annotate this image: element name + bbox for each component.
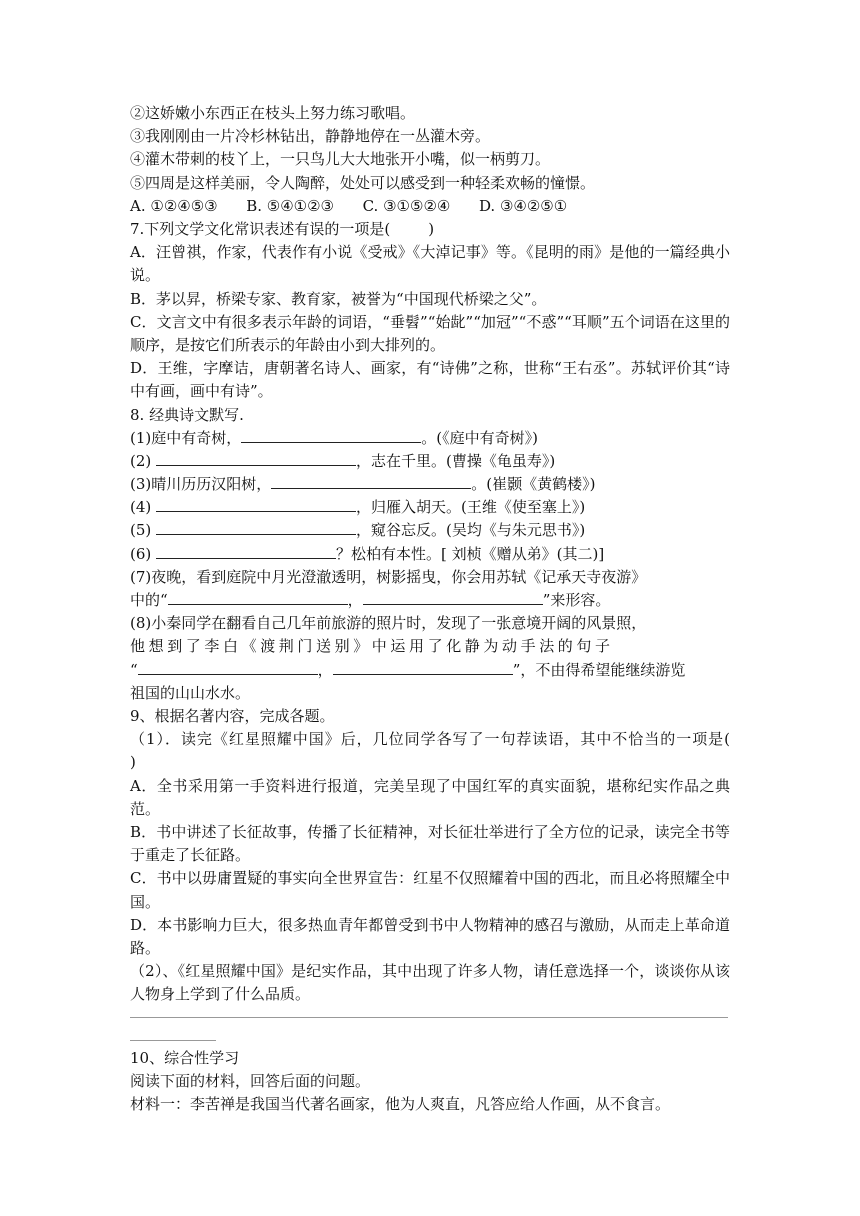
- sentence-2: ②这娇嫩小东西正在枝头上努力练习歌唱。: [130, 104, 416, 122]
- line-prefix: (5): [130, 521, 157, 540]
- line-prefix: (6): [130, 544, 157, 563]
- sentence-4: ④灌木带刺的枝丫上，一只鸟儿大大地张开小嘴，似一柄剪刀。: [130, 150, 551, 169]
- sub-question-1: （1）．读完《红星照耀中国》后，几位同学各写了一句荐读语，其中不恰当的一项是( ): [130, 730, 769, 772]
- option-a: A．全书采用第一手资料进行报道，完美呈现了中国红军的真实面貌，堪称纪实作品之典范。: [130, 776, 730, 818]
- question-10: [130, 1047, 730, 1117]
- option-d: D．王维，字摩诘，唐朝著名诗人、画家，有“诗佛”之称，世称“王右丞”。苏轼评价其“诗中有画，画中有诗”。: [130, 359, 730, 401]
- option-d: D．本书影响力巨大，很多热血青年都曾受到书中人物精神的感召与激励，从而走上革命道路。: [130, 915, 730, 957]
- answer-blank[interactable]: [156, 519, 356, 535]
- sentence-3: ③我刚刚由一片冷杉林钻出，静静地停在一丛灌木旁。: [130, 127, 491, 146]
- recite-line-8d: 祖国的山山水水。: [130, 683, 251, 702]
- answer-blank[interactable]: [241, 427, 421, 443]
- question-6-continued: [130, 102, 730, 218]
- recite-line-8b: 他想到了李白《渡荆门送别》中运用了化静为动手法的句子: [130, 637, 614, 656]
- option-b: B．书中讲述了长征故事，传播了长征精神，对长征壮举进行了全方位的记录，读完全书等于重走了长征路。: [130, 822, 730, 865]
- recite-line-8c: [130, 659, 730, 682]
- option-a: A．汪曾祺，作家，代表作有小说《受戒》《大淖记事》等。《昆明的雨》是他的一篇经典小说。: [130, 243, 730, 285]
- question-stem: 7.下列文学文化常识表述有误的一项是( ): [130, 219, 435, 238]
- line-comma: ，: [317, 660, 333, 679]
- option-c: C．书中以毋庸置疑的事实向全世界宣告：红星不仅照耀着中国的西北，而且必将照耀全中国。: [130, 869, 730, 911]
- material-1: 材料一：李苦禅是我国当代著名画家，他为人爽直，凡答应给人作画，从不食言。: [130, 1094, 671, 1113]
- line-comma: ，: [347, 591, 363, 610]
- worksheet-page: [130, 102, 769, 1116]
- line-suffix: 。(崔颢《黄鹤楼》): [471, 475, 596, 494]
- answer-blank[interactable]: [271, 473, 471, 489]
- recite-line-7a: (7)夜晚，看到庭院中月光澄澈透明，树影摇曳，你会用苏轼《记承天寺夜游》: [130, 567, 647, 586]
- answer-line-short[interactable]: [130, 1040, 216, 1041]
- option-b: B．茅以昇，桥梁专家、教育家，被誉为“中国现代桥梁之父”。: [130, 289, 547, 308]
- line-prefix: (2): [130, 451, 157, 470]
- recite-line-1: [130, 427, 730, 450]
- recite-line-6: [130, 543, 730, 566]
- question-stem: 9、根据名著内容，完成各题。: [130, 706, 335, 725]
- line-suffix: ，归雁入胡天。(王维《使至塞上》): [356, 498, 586, 517]
- answer-blank[interactable]: [138, 659, 318, 675]
- line-suffix: ，窥谷忘反。(吴均《与朱元思书》): [356, 521, 586, 540]
- recite-line-8a: (8)小秦同学在翻看自己几年前旅游的照片时，发现了一张意境开阔的风景照，: [130, 614, 647, 633]
- sentence-5: ⑤四周是这样美丽，令人陶醉，处处可以感受到一种轻柔欢畅的憧憬。: [130, 173, 596, 192]
- line-suffix: 。(《庭中有奇树》): [421, 428, 538, 447]
- line-prefix: “: [130, 660, 138, 679]
- line-prefix: (1)庭中有奇树，: [130, 428, 242, 447]
- recite-line-3: [130, 473, 730, 496]
- question-7: [130, 218, 730, 404]
- answer-blank[interactable]: [168, 589, 348, 605]
- line-suffix: ”来形容。: [542, 591, 611, 610]
- line-prefix: (3)晴川历历汉阳树，: [130, 475, 272, 494]
- line-suffix: ，志在千里。(曹操《龟虽寿》): [356, 451, 556, 470]
- question-stem: 10、综合性学习: [130, 1048, 240, 1067]
- answer-line[interactable]: [130, 1017, 728, 1018]
- sub-question-2: （2）、《红星照耀中国》是纪实作品，其中出现了许多人物，请任意选择一个，谈谈你从该人物身上学到了什么品质。: [130, 962, 730, 1004]
- question-8: [130, 404, 730, 705]
- line-suffix: ”，不由得希望能继续游览: [512, 660, 686, 679]
- answer-blank[interactable]: [363, 589, 543, 605]
- line-prefix: 中的“: [130, 591, 168, 610]
- recite-line-7b: [130, 589, 730, 612]
- line-prefix: (4): [130, 498, 157, 517]
- answer-blank[interactable]: [333, 659, 513, 675]
- recite-line-2: [130, 450, 730, 473]
- line-suffix: ？松柏有本性。[ 刘桢《赠从弟》(其二)]: [336, 544, 605, 563]
- answer-blank[interactable]: [156, 496, 356, 512]
- option-c: C．文言文中有很多表示年龄的词语，“垂髫”“始龀”“加冠”“不惑”“耳顺”五个词语在这里的顺序，是按它们所表示的年龄由小到大排列的。: [130, 312, 730, 354]
- answer-blank[interactable]: [156, 543, 336, 559]
- recite-line-4: [130, 496, 730, 519]
- answer-blank[interactable]: [156, 450, 356, 466]
- question-stem: 8. 经典诗文默写.: [130, 405, 244, 424]
- recite-line-5: [130, 519, 730, 542]
- instruction: 阅读下面的材料，回答后面的问题。: [130, 1071, 371, 1090]
- answer-options: A. ①②④⑤③ B. ⑤④①②③ C. ③①⑤②④ D. ③④②⑤①: [130, 196, 568, 215]
- question-9: [130, 705, 769, 1041]
